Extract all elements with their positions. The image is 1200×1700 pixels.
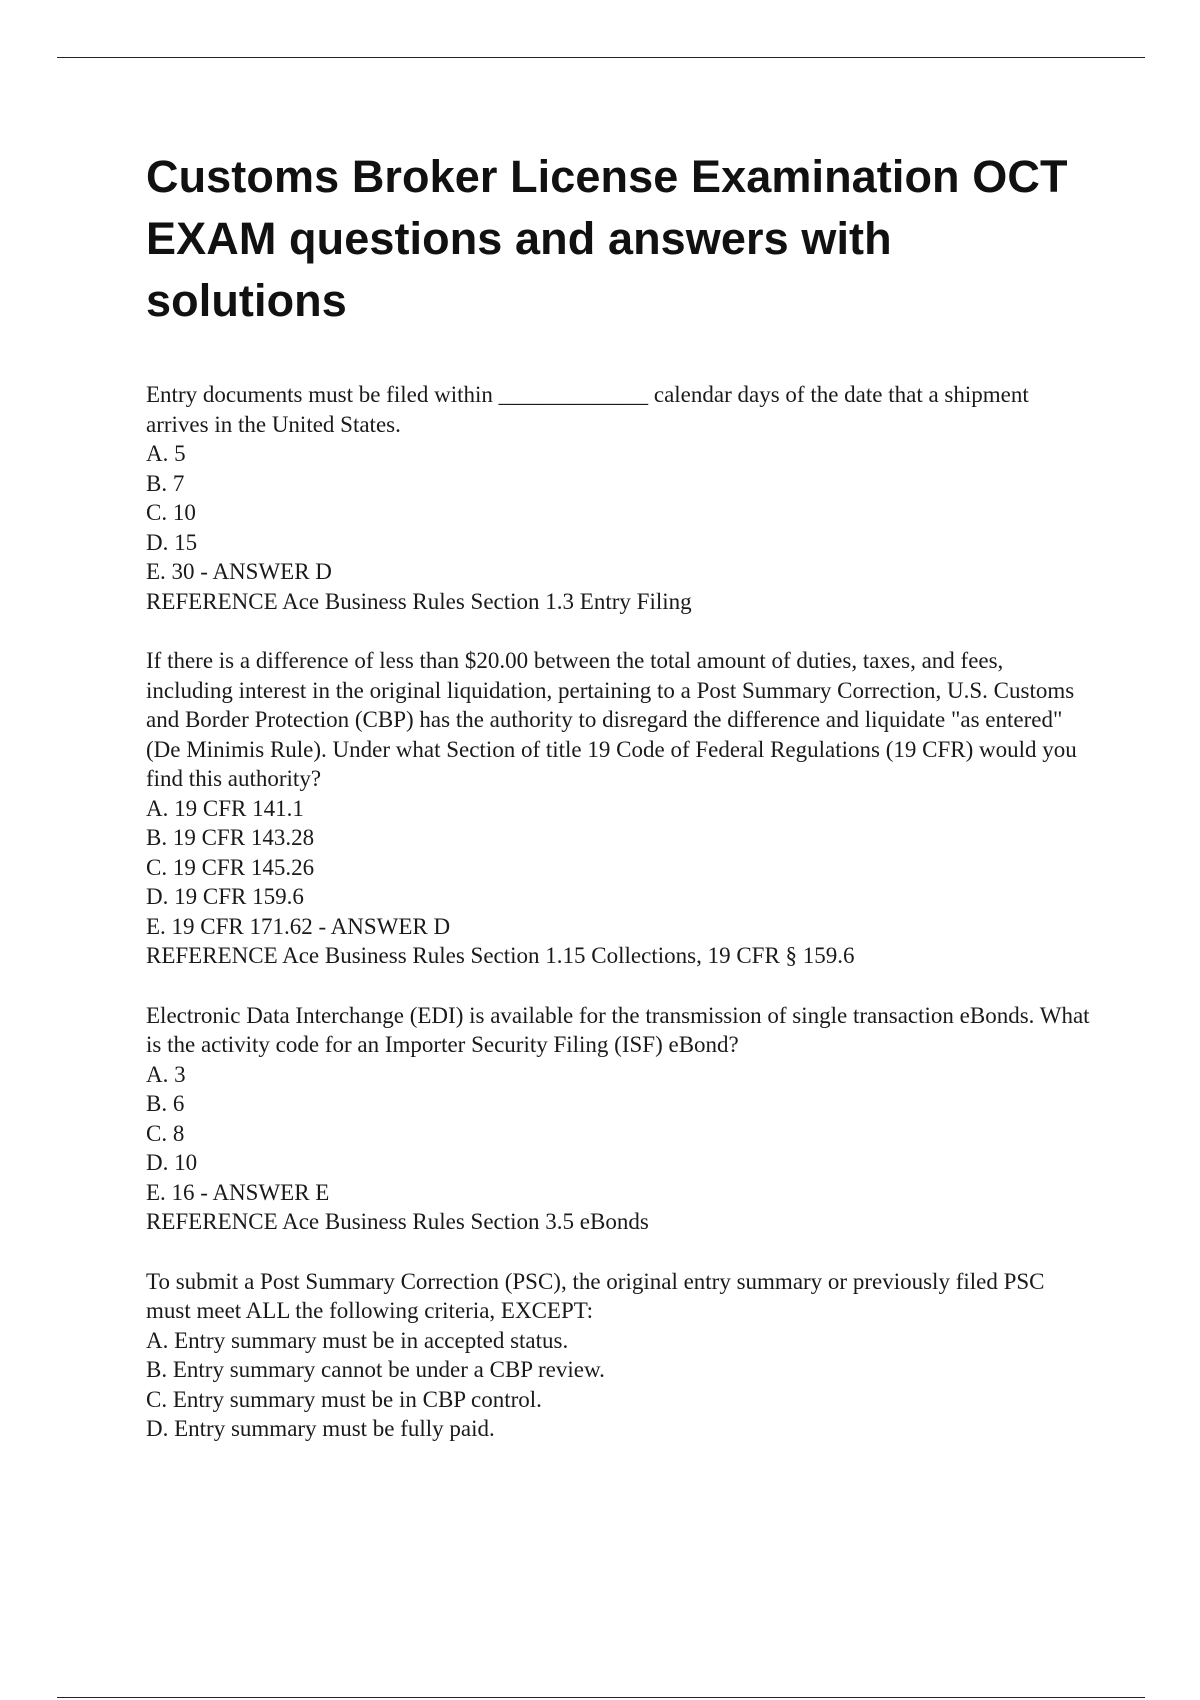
page-content — [146, 146, 1096, 1474]
option-d: D. 19 CFR 159.6 — [146, 884, 304, 909]
option-c: C. 10 — [146, 500, 196, 525]
bottom-rule — [57, 1697, 1145, 1698]
question-prompt: If there is a difference of less than $20.00 between the total amount of duties, taxes, and fees, including interest in the original liquidation, pertaining to a Post Summary Correction, U.S. Customs and Border Protection (CBP) has the authority to disregard the difference and liquidate "as entered" (De Minimis Rule). Under what Section of title 19 Code of Federal Regulations (19 CFR) would you find this authority? — [146, 648, 1083, 791]
question-reference: REFERENCE Ace Business Rules Section 1.3 Entry Filing — [146, 588, 692, 614]
question-prompt: To submit a Post Summary Correction (PSC), the original entry summary or previously filed PSC must meet ALL the following criteria, EXCEPT: — [146, 1268, 1051, 1323]
question-2 — [146, 646, 1091, 971]
option-a: A. 19 CFR 141.1 — [146, 795, 304, 821]
question-1 — [146, 380, 1091, 616]
option-b: B. 19 CFR 143.28 — [146, 825, 315, 850]
option-e: E. 30 - ANSWER D — [146, 559, 332, 584]
top-rule — [57, 57, 1145, 58]
option-b: B. 6 — [146, 1091, 185, 1116]
option-a: A. 3 — [146, 1061, 186, 1087]
question-prompt: Electronic Data Interchange (EDI) is available for the transmission of single transaction eBonds. What is the activity code for an Importer Security Filing (ISF) eBond? — [146, 1002, 1096, 1057]
option-c: C. 8 — [146, 1120, 185, 1146]
option-a: A. Entry summary must be in accepted status. — [146, 1327, 569, 1353]
question-reference: REFERENCE Ace Business Rules Section 3.5 eBonds — [146, 1209, 649, 1234]
option-d: D. 15 — [146, 529, 198, 555]
option-b: B. Entry summary cannot be under a CBP review. — [146, 1357, 605, 1382]
option-c: C. 19 CFR 145.26 — [146, 854, 315, 880]
option-e: E. 19 CFR 171.62 - ANSWER D — [146, 913, 451, 939]
option-e: E. 16 - ANSWER E — [146, 1179, 330, 1205]
question-prompt: Entry documents must be filed within _____________ calendar days of the date that a shipment arrives in the United States. — [146, 382, 1035, 437]
option-b: B. 7 — [146, 470, 185, 496]
option-d: D. Entry summary must be fully paid. — [146, 1416, 495, 1441]
option-a: A. 5 — [146, 441, 186, 466]
question-reference: REFERENCE Ace Business Rules Section 1.15 Collections, 19 CFR § 159.6 — [146, 943, 855, 968]
option-c: C. Entry summary must be in CBP control. — [146, 1386, 542, 1412]
option-d: D. 10 — [146, 1150, 198, 1175]
question-3 — [146, 1001, 1096, 1237]
page-title: Customs Broker License Examination OCT EXAM questions and answers with solutions — [146, 151, 1068, 326]
question-list — [146, 380, 1096, 1444]
question-4 — [146, 1267, 1091, 1444]
